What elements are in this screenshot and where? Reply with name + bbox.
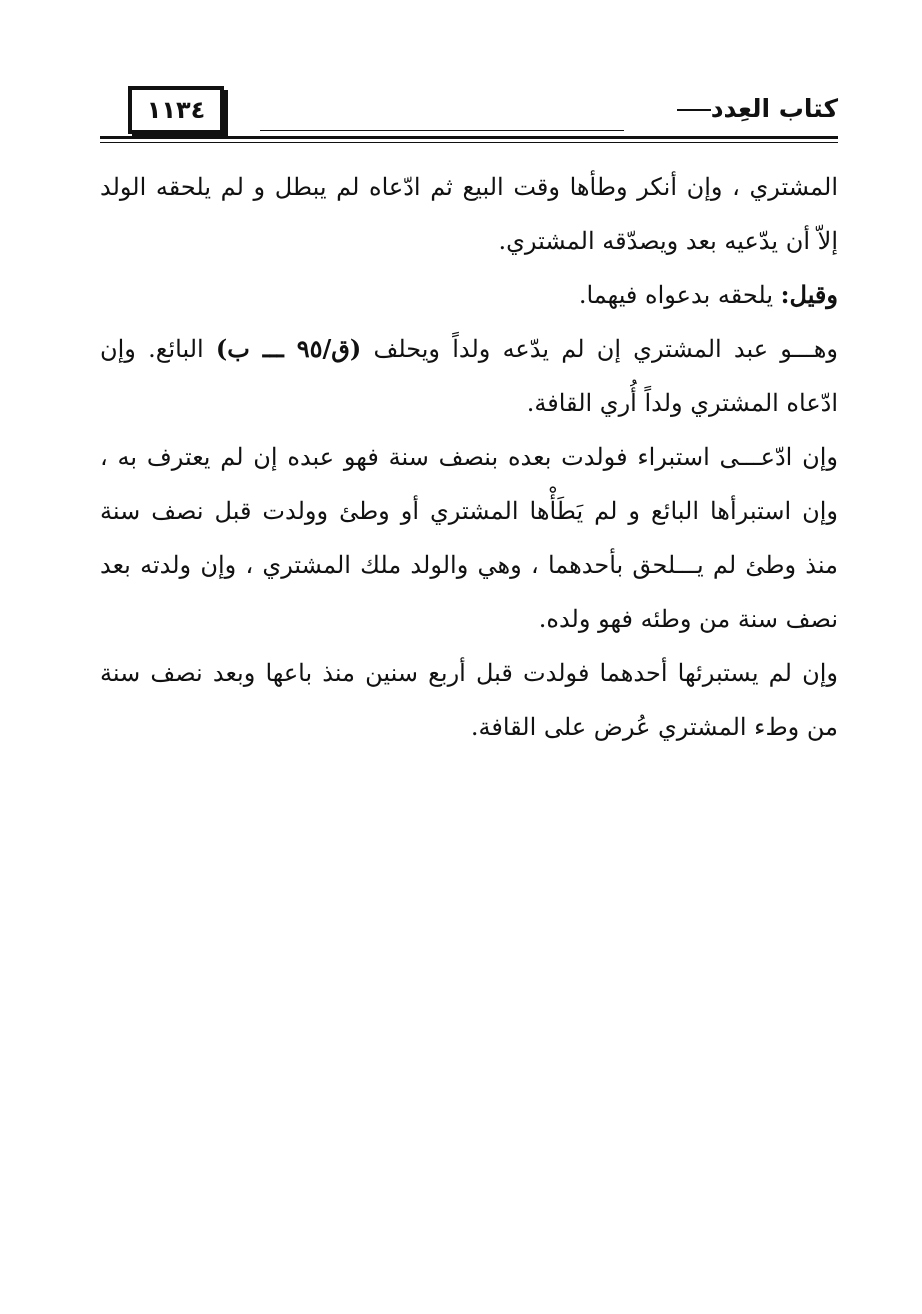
- page-header: [100, 82, 838, 142]
- paragraph-5: وإن لم يستبرئها أحدهما فولدت قبل أربع سنين منذ باعها وبعد نصف سنة من وطء المشتري عُرض على القافة.: [100, 659, 838, 741]
- manuscript-reference: (ق/٩٥ ـــ ب): [215, 334, 362, 363]
- running-title-text: كتاب العِدد: [710, 94, 838, 123]
- page-number: ١١٣٤: [128, 86, 224, 134]
- header-rule-thin: [100, 142, 838, 143]
- paragraph-2-text: يلحقه بدعواه فيهما.: [578, 281, 781, 309]
- body-text: [100, 160, 838, 754]
- paragraph-3-text-b: البائع. وإن ادّعاه المشتري ولداً أُري القافة.: [100, 335, 838, 417]
- paragraph-3-text-a: وهـــو عبد المشتري إن لم يدّعه ولداً ويحلف: [361, 335, 838, 363]
- title-underline: [260, 130, 624, 131]
- paragraph-2: [100, 268, 838, 322]
- header-rule: [100, 136, 838, 139]
- paragraph-1: المشتري ، وإن أنكر وطأها وقت البيع ثم ادّعاه لم يبطل و لم يلحقه الولد إلاّ أن يدّعيه بعد ويصدّقه المشتري.: [100, 173, 838, 255]
- paragraph-4: وإن ادّعـــى استبراء فولدت بعده بنصف سنة فهو عبده إن لم يعترف به ، وإن استبرأها البائع و لم يَطَأْها المشتري أو وطئ وولدت قبل نصف سنة منذ وطئ لم يـــلحق بأحدهما ، وهي والولد ملك المشتري ، وإن ولدته بعد نصف سنة من وطئه فهو ولده.: [100, 443, 838, 633]
- paragraph-3: [100, 322, 838, 430]
- title-dash: [677, 109, 711, 111]
- paragraph-2-lead: وقيل:: [780, 280, 838, 309]
- running-title: [671, 94, 838, 123]
